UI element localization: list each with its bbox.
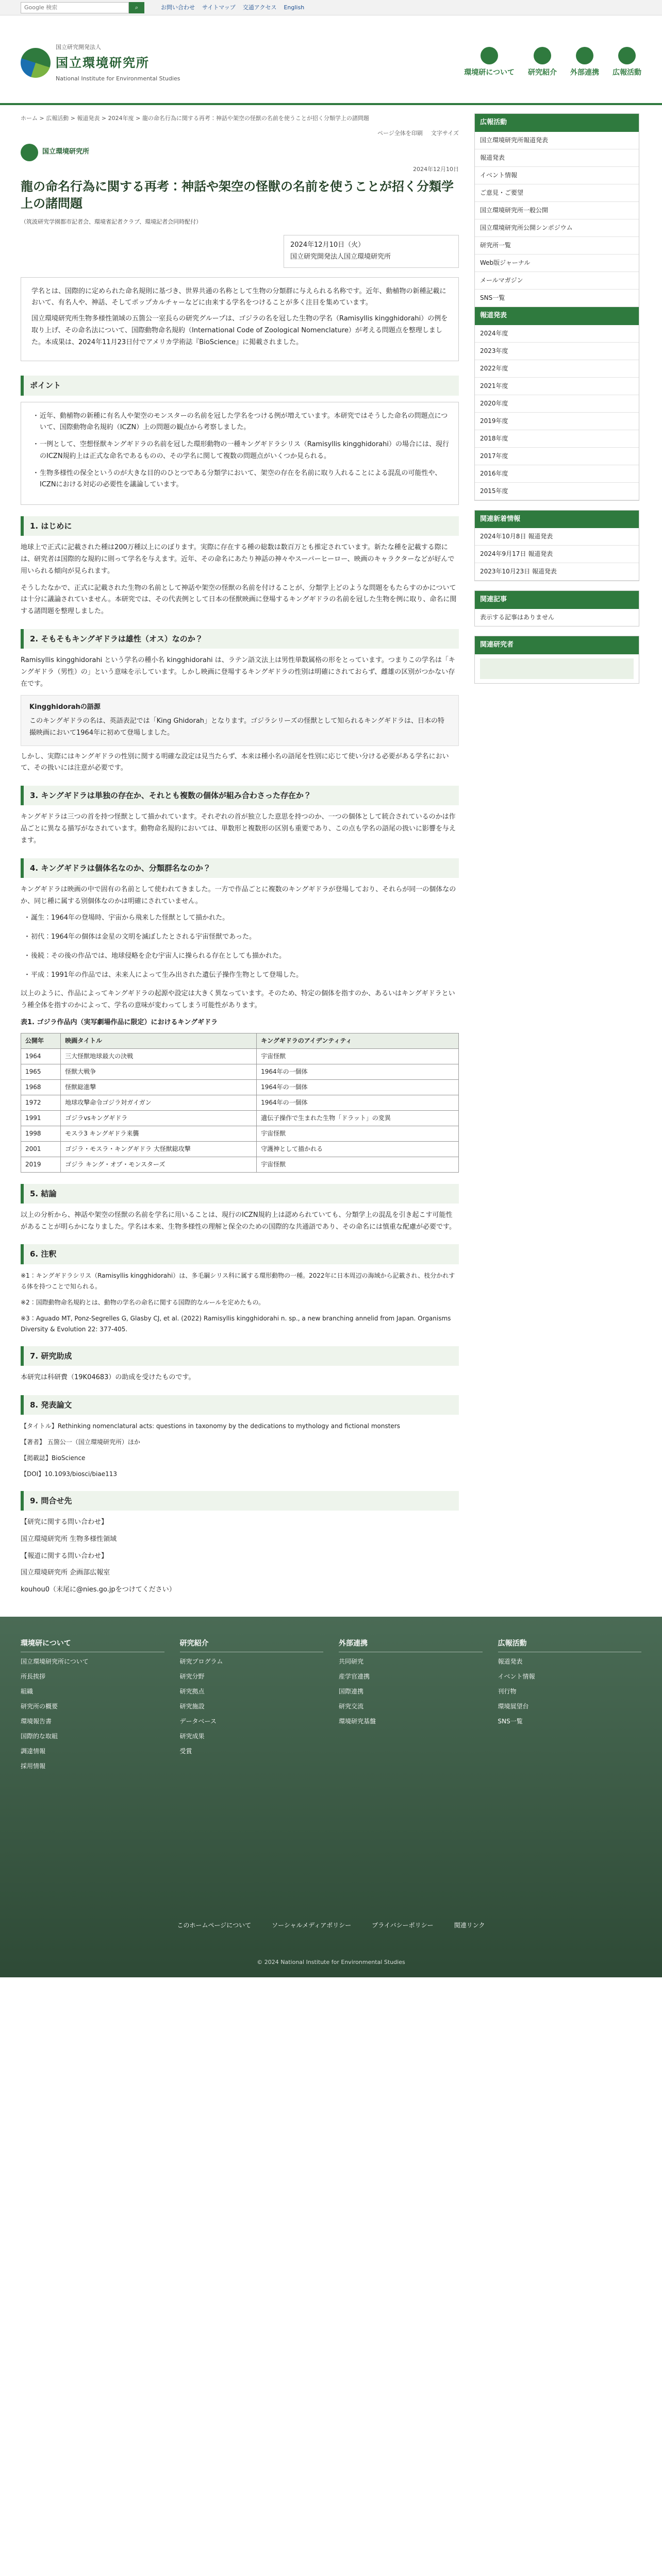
news-item[interactable]: 2024年9月17日 報道発表 <box>475 546 639 563</box>
footer-link[interactable]: 刊行物 <box>498 1688 517 1696</box>
search-icon: ⌕ <box>135 4 139 11</box>
section-heading: 4. キングギドラは個体名なのか、分類群名なのか？ <box>21 858 459 878</box>
footer-link[interactable]: 研究分野 <box>179 1673 205 1681</box>
table-row <box>21 1157 459 1172</box>
table-row <box>21 1079 459 1095</box>
sidebar-researchers <box>474 636 639 684</box>
table-header: キングギドラのアイデンティティ <box>257 1033 459 1048</box>
table-cell: モスラ3 キングギドラ来襲 <box>61 1126 257 1141</box>
lead-summary <box>21 277 459 362</box>
section-5 <box>21 1184 459 1233</box>
section-heading: 7. 研究助成 <box>21 1346 459 1366</box>
nies-logo-icon <box>21 144 38 161</box>
contact-line: 【研究に関する問い合わせ】 <box>21 1518 108 1527</box>
release-info-box <box>284 235 459 268</box>
points-box <box>21 402 459 505</box>
section-heading: 8. 発表論文 <box>21 1395 459 1415</box>
table-cell: 宇宙怪獣 <box>257 1157 459 1172</box>
list-item: ・ 初代：1964年の個体は金星の文明を滅ぼしたとされる宇宙怪獣であった。 <box>24 931 459 943</box>
main-content <box>21 113 459 1601</box>
table-cell: 地球攻撃命令ゴジラ対ガイガン <box>61 1095 257 1110</box>
table-cell: 宇宙怪獣 <box>257 1126 459 1141</box>
footer-link[interactable]: 研究成果 <box>179 1733 205 1740</box>
footer-column <box>339 1637 483 1776</box>
sidebar-heading: 報道発表 <box>475 307 639 325</box>
megaphone-icon <box>618 47 636 64</box>
sidebar-item[interactable]: メールマガジン <box>475 272 639 290</box>
footnote: ※3：Aguado MT, Ponz-Segrelles G, Glasby CJ, et al. (2022) Ramisyllis kingghidorahi n. sp., a new branching annelid from Japan. Organisms Diversity & Evolution 22: 377-405. <box>21 1314 451 1333</box>
footer-link[interactable]: イベント情報 <box>498 1673 535 1681</box>
gnav-label: 環境研について <box>464 68 515 77</box>
paper-info: 【著者】 五箇公一（国立環境研究所）ほか <box>21 1438 140 1446</box>
gnav-partnership[interactable] <box>570 47 599 79</box>
contact-email: kouhou0（末尾に@nies.go.jpをつけてください） <box>21 1586 176 1594</box>
footer-heading[interactable]: 広報活動 <box>498 1637 642 1653</box>
footer-related-link[interactable]: 関連リンク <box>454 1921 485 1929</box>
release-date: 2024年12月10日 <box>413 165 459 173</box>
section-7 <box>21 1346 459 1384</box>
kicker-text: 国立環境研究所 <box>42 148 90 156</box>
sidebar-item[interactable]: 報道発表 <box>475 149 639 167</box>
sidebar-pr <box>474 113 639 501</box>
footer-link[interactable]: 受賞 <box>179 1748 192 1755</box>
global-nav <box>464 47 641 79</box>
access-link[interactable]: 交通アクセス <box>242 4 277 11</box>
gnav-label: 広報活動 <box>613 68 641 77</box>
table-cell: 1964年の一個体 <box>257 1064 459 1079</box>
footer-heading[interactable]: 外部連携 <box>339 1637 483 1653</box>
footer-link[interactable]: 研究施設 <box>179 1703 205 1710</box>
sidebar-item[interactable]: SNS一覧 <box>475 290 639 307</box>
body-paragraph: しかし、実際にはキングギドラの性別に関する明確な設定は見当たらず、本来は種小名の語尾を性別に応じて使い分ける必要がある学名において、その扱いには注意が必要です。 <box>21 752 449 772</box>
table-cell: 遺伝子操作で生まれた生物「ドラット」の変異 <box>257 1110 459 1126</box>
table-cell: 1972 <box>21 1095 61 1110</box>
list-item: ・ 平成：1991年の作品では、未来人によって生み出された遺伝子操作生物として登場した。 <box>24 970 459 981</box>
footer-link[interactable]: 所長挨拶 <box>21 1673 46 1681</box>
sidebar-heading: 関連新着情報 <box>475 511 639 529</box>
news-item[interactable]: 2023年10月23日 報道発表 <box>475 563 639 581</box>
point-item: ・ 近年、動植物の新種に有名人や架空のモンスターの名前を冠した学名をつける例が増えています。本研究ではそうした命名の問題点について、国際動物命名規約（ICZN）上の問題の観点から考察しました。 <box>32 411 450 434</box>
logo-mark <box>21 48 51 78</box>
gnav-label: 外部連携 <box>570 68 599 77</box>
sidebar-heading: 広報活動 <box>475 114 639 132</box>
footer-heading[interactable]: 研究紹介 <box>180 1637 324 1653</box>
body-paragraph: そうしたなかで、正式に記載された生物の名前として神話や架空の怪獣の名前を付けることが、分類学上どのような問題をもたらすのかについては十分に議論されていません。本研究では、その代表例として日本の怪獣映画に登場するキングギドラの名前を冠した生物を例に取り、命名に関する諸問題を整理しました。 <box>21 584 457 616</box>
contact-line: 【報道に関する問い合わせ】 <box>21 1552 108 1560</box>
section-heading: 9. 問合せ先 <box>21 1491 459 1511</box>
press-kicker <box>21 144 459 161</box>
table-cell: 2019 <box>21 1157 61 1172</box>
footer-link[interactable]: 環境研究基盤 <box>339 1718 376 1725</box>
sidebar-heading: 関連研究者 <box>475 636 639 654</box>
section-2 <box>21 629 459 774</box>
paper-info: 【掲載誌】BioScience <box>21 1454 86 1462</box>
sidebar-year-item[interactable]: 2023年度 <box>475 343 639 360</box>
footer-link[interactable]: 組織 <box>21 1688 34 1696</box>
table-cell: 怪獣総進撃 <box>61 1079 257 1095</box>
footer-columns <box>21 1637 641 1776</box>
body-paragraph: キングギドラは映画の中で固有の名前として使われてきました。一方で作品ごとに複数のキングギドラが登場しており、それらが同一の個体なのか、同じ種に属する別個体なのかは明確にされていません。 <box>21 885 456 905</box>
footer-social-link[interactable]: ソーシャルメディアポリシー <box>272 1921 352 1929</box>
sidebar-item[interactable]: Web版ジャーナル <box>475 255 639 272</box>
search-button[interactable] <box>129 2 144 13</box>
table-cell: 1964年の一個体 <box>257 1079 459 1095</box>
footer-link[interactable]: 研究プログラム <box>179 1658 223 1666</box>
sidebar-year-item[interactable]: 2015年度 <box>475 483 639 500</box>
sidebar-heading: 関連記事 <box>475 591 639 609</box>
breadcrumb[interactable]: ホーム > 広報活動 > 報道発表 > 2024年度 > 龍の命名行為に関する再考：神話や架空の怪獣の名前を使うことが招く分類学上の諸問題 <box>21 115 369 122</box>
table-header: 映画タイトル <box>61 1033 257 1048</box>
table-row <box>21 1110 459 1126</box>
sidebar-item[interactable]: 国立環境研究所一般公開 <box>475 202 639 219</box>
table-cell: 1964 <box>21 1048 61 1064</box>
footer-about-link[interactable]: このホームページについて <box>177 1921 252 1929</box>
paper-info: 【タイトル】Rethinking nomenclatural acts: questions in taxonomy by the dedications to mythology and fictional monsters <box>21 1422 400 1430</box>
section-8 <box>21 1395 459 1480</box>
sidebar-item[interactable]: ご意見・ご要望 <box>475 184 639 202</box>
table-row <box>21 1064 459 1079</box>
table-row <box>21 1048 459 1064</box>
footer-link[interactable]: データベース <box>179 1718 217 1725</box>
footer-link[interactable]: 報道発表 <box>498 1658 523 1666</box>
page-tools <box>21 128 459 138</box>
footer-link[interactable]: 研究交流 <box>339 1703 364 1710</box>
section-heading: 1. はじめに <box>21 516 459 536</box>
footer-link[interactable]: 国際的な取組 <box>21 1733 58 1740</box>
section-heading: 3. キングギドラは単独の存在か、それとも複数の個体が組み合わさった存在か？ <box>21 786 459 805</box>
info-date: 2024年12月10日（火） <box>290 241 365 249</box>
note-title: Kingghidorahの語源 <box>29 703 101 711</box>
microscope-icon <box>534 47 551 64</box>
gnav-about[interactable] <box>464 47 515 79</box>
content-wrap <box>0 105 662 1601</box>
table-cell: 怪獣大戦争 <box>61 1064 257 1079</box>
table-row <box>21 1141 459 1157</box>
sidebar-item[interactable]: 国立環境研究所公開シンポジウム <box>475 219 639 237</box>
sidebar-item[interactable]: 国立環境研究所報道発表 <box>475 132 639 149</box>
etymology-note <box>21 695 459 745</box>
section-9 <box>21 1491 459 1596</box>
section-heading: ポイント <box>21 376 459 395</box>
footer-privacy-link[interactable]: プライバシーポリシー <box>372 1921 434 1929</box>
info-org: 国立研究開発法人国立環境研究所 <box>290 252 391 261</box>
sitemap-link[interactable]: サイトマップ <box>202 4 236 11</box>
empty-message: 表示する記事はありません <box>480 614 555 621</box>
table-row <box>21 1126 459 1141</box>
footer-link[interactable]: 研究所の概要 <box>21 1703 58 1710</box>
table-cell: 三大怪獣地球最大の決戦 <box>61 1048 257 1064</box>
sidebar-year-item[interactable]: 2021年度 <box>475 378 639 395</box>
table-cell: ゴジラ キング・オブ・モンスターズ <box>61 1157 257 1172</box>
body-paragraph: Ramisyllis kingghidorahi という学名の種小名 kingghidorahi は、ラテン語文法上は男性単数属格の形をとっています。つまりこの学名は「キングギドラ（男性）の」という意味を示しています。しかし映画に登場するキングギドラの性別は明確にされておらず、雌雄の区別がつかない存在です。 <box>21 656 455 688</box>
page-title: 龍の命名行為に関する再考：神話や架空の怪獣の名前を使うことが招く分類学上の諸問題 <box>21 179 454 211</box>
body-paragraph: 地球上で正式に記載された種は200万種以上にのぼります。実際に存在する種の総数は数百万とも推定されています。新たな種を記載する際には、研究者は国際的な規約に則って学名を与えます。近年、その命名にあたり神話の神々やスーパーヒーロー、映画のキャラクターなどが好んで用いられる傾向が見られます。 <box>21 544 455 575</box>
gnav-research[interactable] <box>528 47 557 79</box>
footer-column <box>21 1637 164 1776</box>
sidebar-years <box>475 325 639 500</box>
footer-column <box>498 1637 642 1776</box>
building-icon <box>481 47 498 64</box>
news-list <box>475 528 639 581</box>
footer-link[interactable]: 環境展望台 <box>498 1703 529 1710</box>
sidebar-news <box>474 510 639 582</box>
table-cell: ゴジラ・モスラ・キングギドラ 大怪獣総攻撃 <box>61 1141 257 1157</box>
table-header: 公開年 <box>21 1033 61 1048</box>
table-cell: 2001 <box>21 1141 61 1157</box>
sidebar-year-item[interactable]: 2018年度 <box>475 430 639 448</box>
sidebar-item[interactable]: 研究所一覧 <box>475 237 639 255</box>
section-1 <box>21 516 459 618</box>
footer-links <box>0 1920 662 1931</box>
logo-title: 国立環境研究所 <box>56 56 150 70</box>
sidebar-year-item[interactable]: 2017年度 <box>475 448 639 465</box>
footer-link[interactable]: 環境報告書 <box>21 1718 52 1725</box>
site-footer <box>0 1617 662 1977</box>
table-cell: 1991 <box>21 1110 61 1126</box>
news-item[interactable]: 2024年10月8日 報道発表 <box>475 528 639 546</box>
footer-link[interactable]: 共同研究 <box>339 1658 364 1666</box>
list-item: ・ 後続：その後の作品では、地球侵略を企む宇宙人に操られる存在としても描かれた。 <box>24 951 459 962</box>
utility-links <box>161 3 304 12</box>
footer-link[interactable]: 採用情報 <box>21 1762 46 1770</box>
point-item: ・ 生物多様性の保全というのが大きな目的のひとつである分類学において、架空の存在を名前に取り入れることによる混乱の可能性や、ICZNにおける対応の必要性を議論しています。 <box>32 468 450 492</box>
sidebar-list <box>475 132 639 307</box>
section-heading: 5. 結論 <box>21 1184 459 1204</box>
sidebar-item[interactable]: イベント情報 <box>475 167 639 184</box>
note-body: このキングギドラの名は、英語表記では「King Ghidorah」となります。ゴジラシリーズの怪獣として知られるキングギドラは、日本の特撮映画において1964年に初めて登場しました。 <box>29 717 444 737</box>
handshake-icon <box>576 47 593 64</box>
lead-paragraph: 学名とは、国際的に定められた命名規則に基づき、世界共通の名称として生物の分類群に与えられる名称です。近年、動植物の新種記載において、有名人や、神話、そしてポップカルチャーなどに由来する学名をつけることが多く注目を集めています。 <box>31 287 446 307</box>
footer-link[interactable]: SNS一覧 <box>498 1718 523 1725</box>
sidebar-year-item[interactable]: 2022年度 <box>475 360 639 378</box>
contact-line: 国立環境研究所 企画部広報室 <box>21 1569 110 1577</box>
footer-link[interactable]: 産学官連携 <box>339 1673 370 1681</box>
table-row <box>21 1095 459 1110</box>
table-cell: 1965 <box>21 1064 61 1079</box>
body-paragraph: 以上のように、作品によってキングギドラの起源や設定は大きく異なっています。そのため、特定の個体を指すのか、あるいはキングギドラという種全体を指すのかによって、学名の意味が変わってしまう可能性があります。 <box>21 990 455 1010</box>
body-paragraph: 以上の分析から、神話や架空の怪獣の名前を学名に用いることは、現行のICZN規約上は認められていても、分類学上の混乱を引き起こす可能性があることが明らかになりました。学名は本来、生物多様性の理解と保全のための国際的な共通語であり、その命名には慎重な配慮が必要です。 <box>21 1211 456 1231</box>
section-heading: 6. 注釈 <box>21 1244 459 1264</box>
logo-english: National Institute for Environmental Studies <box>56 75 180 82</box>
footer-link[interactable]: 国際連携 <box>339 1688 364 1696</box>
gnav-label: 研究紹介 <box>528 68 557 77</box>
table-cell: 守護神として描かれる <box>257 1141 459 1157</box>
kingghidorah-table <box>21 1033 459 1173</box>
section-6 <box>21 1244 459 1334</box>
point-item: ・ 一例として、空想怪獣キングギドラの名前を冠した環形動物の一種キングギドラシリス（Ramisyllis kingghidorahi）の場合には、現行のICZN規約上は正式な命名であるものの、その学名に関して複数の問題点がいくつか見られる。 <box>32 439 450 463</box>
sidebar-year-item[interactable]: 2020年度 <box>475 395 639 413</box>
table-cell: 宇宙怪獣 <box>257 1048 459 1064</box>
font-size-control[interactable]: 文字サイズ <box>431 130 459 137</box>
footnote: ※1：キングギドラシリス（Ramisyllis kingghidorahi）は、多毛綱シリス科に属する環形動物の一種。2022年に日本周辺の海域から記載され、枝分かれする体を持つことで知られる。 <box>21 1272 455 1290</box>
sidebar-year-item[interactable]: 2016年度 <box>475 465 639 483</box>
table-cell: 1998 <box>21 1126 61 1141</box>
table-cell: 1968 <box>21 1079 61 1095</box>
search-input[interactable] <box>21 2 129 13</box>
footer-heading[interactable]: 環境研について <box>21 1637 164 1653</box>
section-points <box>21 376 459 505</box>
sidebar-articles <box>474 590 639 626</box>
distribution-note: （筑波研究学園都市記者会、環境省記者クラブ、環境記者会同時配付） <box>21 218 202 225</box>
footer-column <box>180 1637 324 1776</box>
contact-link[interactable]: お問い合わせ <box>161 4 195 11</box>
body-paragraph: キングギドラは三つの首を持つ怪獣として描かれています。それぞれの首が独立した意思を持つのか、一つの個体として統合されているのかは作品ごとに異なる描写がなされています。動物命名規約においては、単数形と複数形の区別も重要であり、この点も学名の語尾の扱いに影響を与えます。 <box>21 813 456 844</box>
print-button[interactable]: ページ全体を印刷 <box>377 130 423 137</box>
sidebar <box>474 113 639 1601</box>
site-header <box>0 23 662 105</box>
footer-link[interactable]: 研究拠点 <box>179 1688 205 1696</box>
copyright: © 2024 National Institute for Environmental Studies <box>257 1958 405 1965</box>
lead-paragraph: 国立環境研究所生物多様性領域の五箇公一室長らの研究グループは、ゴジラの名を冠した生物の学名（Ramisyllis kingghidorahi）の例を取り上げ、その命名法について、国際動物命名規約（International Code of Zoological Nomenclature）が考える問題点を整理しました。本成果は、2024年11月23日付でアメリカ学術誌『BioScience』に掲載されました。 <box>31 315 448 346</box>
table-body <box>21 1048 459 1172</box>
logo-subtitle: 国立研究開発法人 <box>56 43 101 50</box>
footer-link[interactable]: 国立環境研究所について <box>21 1658 89 1666</box>
researcher-banner[interactable] <box>480 658 634 679</box>
english-link[interactable]: English <box>284 4 305 11</box>
table-cell: ゴジラvsキングギドラ <box>61 1110 257 1126</box>
section-3 <box>21 786 459 847</box>
footer-link[interactable]: 調達情報 <box>21 1748 46 1755</box>
body-paragraph: 本研究は科研費（19K04683）の助成を受けたものです。 <box>21 1373 195 1381</box>
gnav-pr[interactable] <box>613 47 641 79</box>
doi-link[interactable]: 【DOI】10.1093/biosci/biae113 <box>21 1470 118 1478</box>
sidebar-year-item[interactable]: 2019年度 <box>475 413 639 430</box>
footnote: ※2：国際動物命名規約とは、動物の学名の命名に関する国際的なルールを定めたもの。 <box>21 1298 264 1306</box>
section-4 <box>21 858 459 1173</box>
contact-line: 国立環境研究所 生物多様性領域 <box>21 1535 117 1543</box>
utility-bar <box>0 0 662 15</box>
sidebar-year-item[interactable]: 2024年度 <box>475 325 639 343</box>
table-cell: 1964年の一個体 <box>257 1095 459 1110</box>
table-caption: 表1. ゴジラ作品内（実写劇場作品に限定）におけるキングギドラ <box>21 1018 218 1026</box>
site-logo[interactable] <box>21 42 180 84</box>
list-item: ・ 誕生：1964年の登場時、宇宙から飛来した怪獣として描かれた。 <box>24 912 459 924</box>
search-box <box>21 2 144 13</box>
section-heading: 2. そもそもキングギドラは雄性（オス）なのか？ <box>21 629 459 649</box>
